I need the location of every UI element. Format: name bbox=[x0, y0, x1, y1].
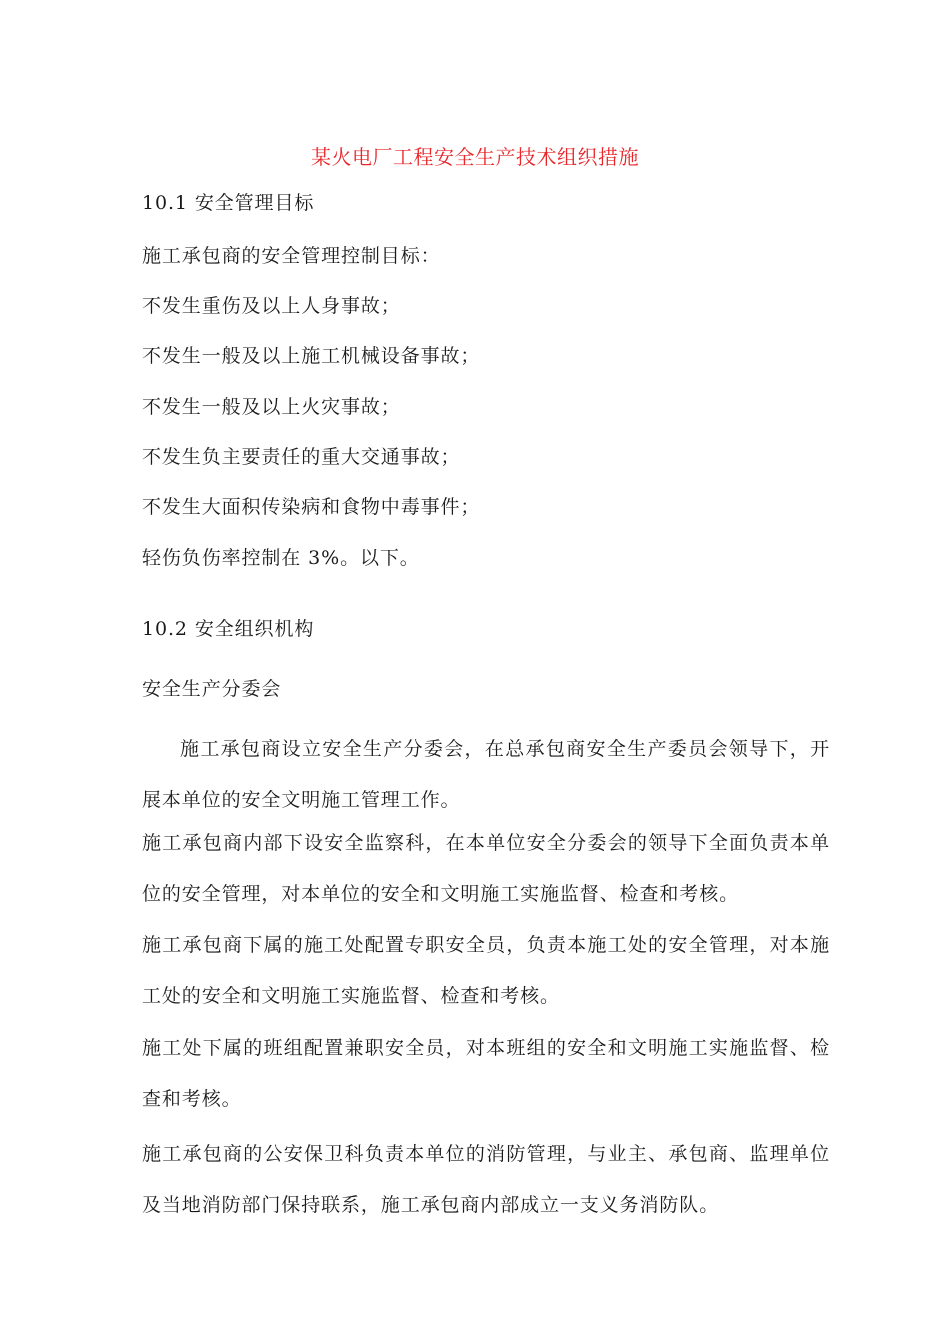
body-paragraph: 施工承包商内部下设安全监察科，在本单位安全分委会的领导下全面负责本单位的安全管理，对本单位的安全和文明施工实施监督、检查和考核。 bbox=[142, 832, 830, 905]
body-paragraph: 施工承包商的公安保卫科负责本单位的消防管理，与业主、承包商、监理单位及当地消防部门保持联系，施工承包商内部成立一支义务消防队。 bbox=[142, 1143, 830, 1216]
body-paragraph: 施工承包商设立安全生产分委会，在总承包商安全生产委员会领导下，开展本单位的安全文明施工管理工作。 bbox=[142, 738, 830, 811]
section-heading-10-2: 10.2 安全组织机构 bbox=[142, 618, 315, 640]
section-heading-10-1: 10.1 安全管理目标 bbox=[142, 192, 315, 214]
body-paragraph: 施工处下属的班组配置兼职安全员，对本班组的安全和文明施工实施监督、检查和考核。 bbox=[142, 1037, 830, 1110]
body-line: 不发生大面积传染病和食物中毒事件； bbox=[142, 496, 481, 518]
document-title: 某火电厂工程安全生产技术组织措施 bbox=[311, 145, 639, 169]
body-line: 不发生一般及以上火灾事故； bbox=[142, 396, 401, 418]
body-line: 不发生一般及以上施工机械设备事故； bbox=[142, 345, 481, 367]
body-line: 不发生重伤及以上人身事故； bbox=[142, 295, 401, 317]
body-line: 不发生负主要责任的重大交通事故； bbox=[142, 446, 461, 468]
subsection-heading: 安全生产分委会 bbox=[142, 678, 282, 700]
body-line: 施工承包商的安全管理控制目标： bbox=[142, 245, 441, 267]
body-line: 轻伤负伤率控制在 3%。以下。 bbox=[142, 547, 420, 569]
body-paragraph: 施工承包商下属的施工处配置专职安全员，负责本施工处的安全管理，对本施工处的安全和文明施工实施监督、检查和考核。 bbox=[142, 934, 830, 1007]
